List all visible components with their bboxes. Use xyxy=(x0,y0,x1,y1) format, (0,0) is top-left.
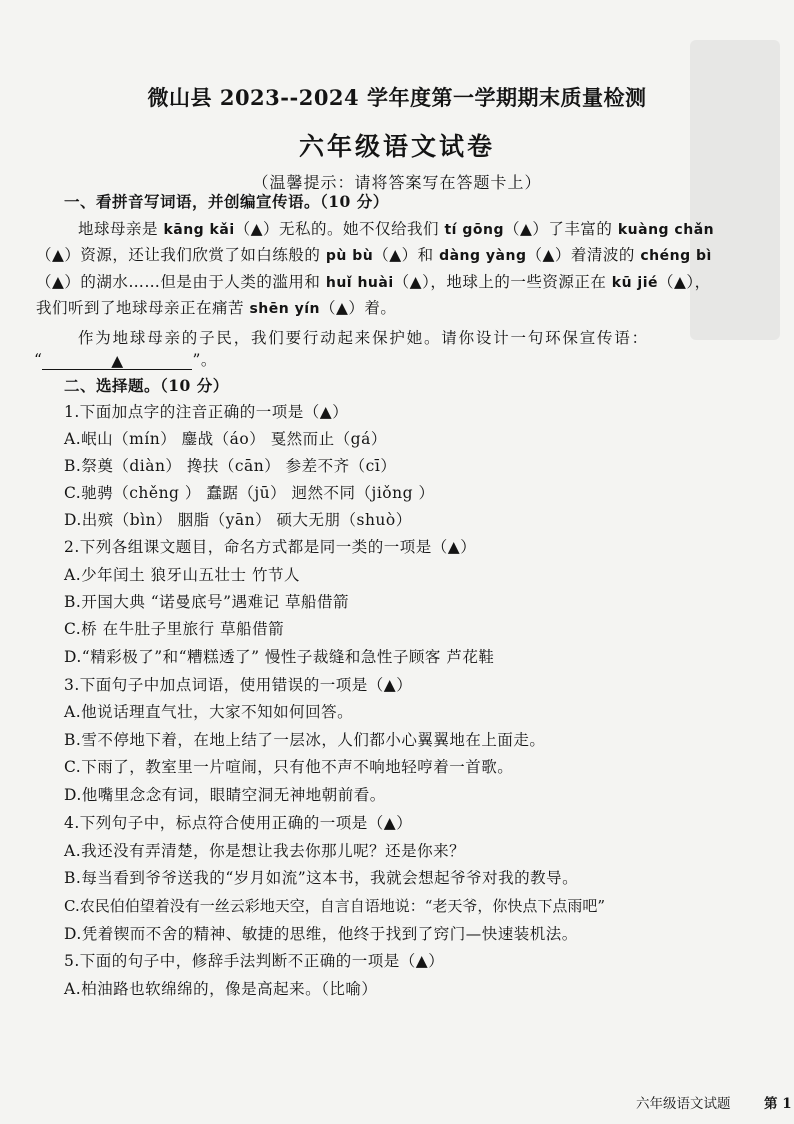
section1-paragraph-line1: 地球母亲是 kāng kǎi（▲）无私的。她不仅给我们 tí gōng（▲）了丰富的 kuàng chǎn xyxy=(78,220,715,238)
slogan-answer-line[interactable]: “ ▲ ”。 xyxy=(34,351,217,370)
question-line: C.桥 在牛肚子里旅行 草船借箭 xyxy=(64,620,285,638)
question-line: A.柏油路也软绵绵的，像是高起来。（比喻） xyxy=(64,980,378,998)
question-line: D.出殡（bìn） 胭脂（yān） 硕大无朋（shuò） xyxy=(64,511,412,529)
exam-title: 微山县 2023--2024 学年度第一学期期末质量检测 xyxy=(147,85,647,110)
section1-paragraph-line3: （▲）的湖水……但是由于人类的滥用和 huǐ huài（▲），地球上的一些资源正在 kū jié（▲）， xyxy=(36,273,711,291)
question-line: 2.下列各组课文题目，命名方式都是同一类的一项是（▲） xyxy=(64,538,477,556)
question-line: C.下雨了，教室里一片喧闹，只有他不声不响地轻哼着一首歌。 xyxy=(64,758,514,776)
section2-heading: 二、选择题。（10 分） xyxy=(64,376,229,395)
question-line: D.凭着锲而不舍的精神、敏捷的思维，他终于找到了窍门—快速装机法。 xyxy=(64,925,578,943)
question-line: B.雪不停地下着，在地上结了一层冰，人们都小心翼翼地在上面走。 xyxy=(64,731,546,749)
footer-page-number: 第 1 xyxy=(764,1096,792,1112)
exam-subtitle: 六年级语文试卷 xyxy=(298,132,495,161)
question-line: A.他说话理直气壮，大家不知如何回答。 xyxy=(64,703,354,721)
question-line: A.岷山（mín） 鏖战（áo） 戛然而止（gá） xyxy=(64,430,387,448)
section1-slogan-prompt: 作为地球母亲的子民，我们要行动起来保护她。请你设计一句环保宣传语： xyxy=(78,329,649,347)
section1-heading: 一、看拼音写词语，并创编宣传语。（10 分） xyxy=(64,192,389,211)
question-line: D.他嘴里念念有词，眼睛空洞无神地朝前看。 xyxy=(64,786,386,804)
question-line: C.农民伯伯望着没有一丝云彩地天空，自言自语地说：“老天爷，你快点下点雨吧” xyxy=(64,897,606,915)
section1-paragraph-line4: 我们听到了地球母亲正在痛苦 shēn yín（▲）着。 xyxy=(36,299,397,317)
question-line: B.祭奠（diàn） 搀扶（cān） 参差不齐（cī） xyxy=(64,457,397,475)
footer-label: 六年级语文试题 xyxy=(636,1096,731,1112)
question-line: 5.下面的句子中，修辞手法判断不正确的一项是（▲） xyxy=(64,952,445,970)
question-line: 1.下面加点字的注音正确的一项是（▲） xyxy=(64,403,349,421)
slogan-blank[interactable]: ▲ xyxy=(42,351,192,370)
exam-hint: （温馨提示：请将答案写在答题卡上） xyxy=(252,173,542,192)
question-line: C.驰骋（chěng ） 蠢踞（jū） 迥然不同（jiǒng ） xyxy=(64,484,435,502)
question-line: 4.下列句子中，标点符合使用正确的一项是（▲） xyxy=(64,814,413,832)
section1-paragraph-line2: （▲）资源，还让我们欣赏了如白练般的 pù bù（▲）和 dàng yàng（▲）着清波的 chéng bì xyxy=(36,246,712,264)
question-line: B.开国大典 “诺曼底号”遇难记 草船借箭 xyxy=(64,593,350,611)
question-line: B.每当看到爷爷送我的“岁月如流”这本书，我就会想起爷爷对我的教导。 xyxy=(64,869,579,887)
question-line: 3.下面句子中加点词语，使用错误的一项是（▲） xyxy=(64,676,413,694)
question-line: A.少年闰土 狼牙山五壮士 竹节人 xyxy=(64,566,300,584)
question-line: D.“精彩极了”和“糟糕透了” 慢性子裁缝和急性子顾客 芦花鞋 xyxy=(64,648,495,666)
question-line: A.我还没有弄清楚，你是想让我去你那儿呢？还是你来？ xyxy=(64,842,466,860)
